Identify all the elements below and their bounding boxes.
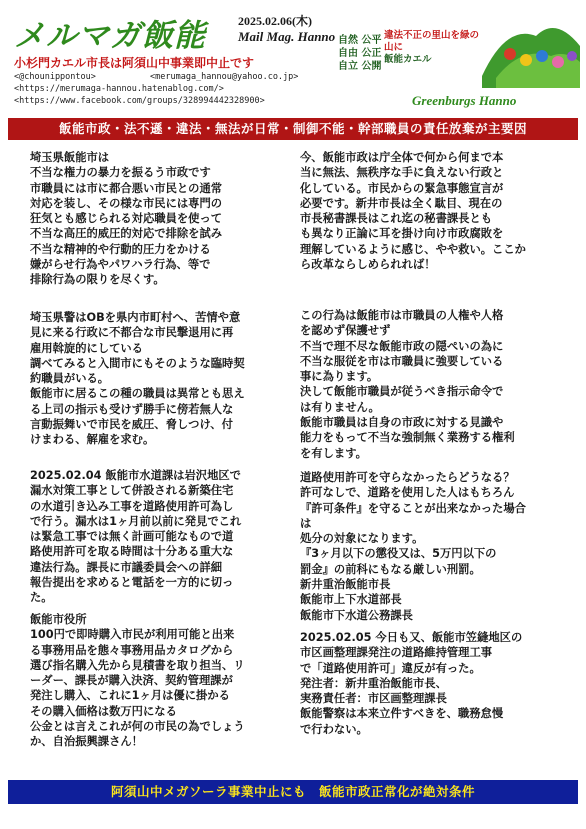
issue-date: 2025.02.06(木) <box>238 14 312 28</box>
email-address[interactable]: <merumaga_hannou@yahoo.co.jp> <box>150 72 299 82</box>
frog-icon <box>567 51 577 61</box>
article-block: 2025.02.05 今日も又、飯能市笠縫地区の 市区画整理課発注の道路維持管理工事 で「道路使用許可」違反が有った。 発注者：新井重治飯能市長、 実務責任者：市区画整理課長 飯能警察は本来立件すべきを、職務怠慢 で行わない。 <box>300 631 523 736</box>
logo-slogan <box>384 30 480 66</box>
frog-icon <box>552 56 564 68</box>
mailmag-label: Mail Mag. Hanno <box>238 29 336 44</box>
newsletter-title: メルマガ飯能 <box>14 18 206 54</box>
footer-banner: 阿須山中メガソーラ事業中止にも 飯能市政正常化が絶対条件 <box>8 780 578 804</box>
frog-icon <box>536 50 548 62</box>
twitter-handle[interactable]: <@chounippontou> <box>14 72 96 82</box>
article-block: 埼玉県警はOBを県内市町村へ、苦情や意 見に来る行政に不都合な市民撃退用に再 雇用斡旋的にしている 調べてみると入間市にもそのような臨時契 約職員がいる。 飯能市に居るこの種の職員は異常とも思え る上司の指示も受けず勝手に傍若無人な 言動振舞いで市民を威圧、脅しつけ、付 けまわる、解雇を求む。 <box>30 311 245 447</box>
header-subtitle: 小杉門カエル市長は阿須山中事業即中止です <box>14 56 255 70</box>
frog-icon <box>520 54 532 66</box>
motto-list <box>338 34 384 73</box>
slogan-red: 違法不正の里山を緑の山に <box>384 30 480 53</box>
motto-item: 自然 公平 <box>338 35 382 46</box>
article-block: 2025.02.04 飯能市水道課は岩沢地区で 漏水対策工事として併設される新築住宅 の水道引き込み工事を道路使用許可為し で行う。漏水は1ヶ月前以前に発見でこれ は緊急工事では無く計画可能なもので道 路使用許可を取る時間は十分ある重大な 違法行為。課長に市議委員会への詳細 報告提出を求めると電話を一方的に切っ た。 <box>30 469 242 605</box>
motto-item: 自立 公開 <box>338 61 382 72</box>
facebook-link[interactable]: <https://www.facebook.com/groups/328994442328900> <box>14 96 265 106</box>
article-block: この行為は飯能市は市職員の人権や人格 を認めず保護せず 不当で理不尽な飯能市政の隠ぺいの為に 不当な服従を市は市職員に強要している 事に為ります。 決して飯能市職員が従うべき指示命令で は有りません。 飯能市職員は自身の市政に対する見識や 能力をもって不当な強制無く業務する権利 を有します。 <box>300 309 515 460</box>
greenburgs-label: Greenburgs Hanno <box>412 93 517 108</box>
blog-link[interactable]: <https://merumaga-hannou.hatenablog.com/> <box>14 84 224 94</box>
headline-banner: 飯能市政・法不遜・違法・無法が日常・制御不能・幹部職員の責任放棄が主要因 <box>8 118 578 140</box>
article-block: 飯能市役所 100円で即時購入市民が利用可能と出来 る事務用品を態々事務用品カタログから 選び指名購入先から見積書を取り担当、リ ーダー、課長が購入決済、契約管理課が 発注し購入、これに1ヶ月は優に掛かる その購入価格は数万円になる 公金とは言えこれが何の市民の為でしょう か、自治振興課さん！ <box>30 613 245 749</box>
article-block: 埼玉県飯能市は 不当な権力の暴力を振るう市政です 市職員には市に都合悪い市民との通常 対応を装し、その様な市民には専門の 狂気とも感じられる対応職員を使って 不当な高圧的威圧的対応で排除を試み 不当な精神的や行動的圧力をかける 嫌がらせ行為やパワハラ行為、等で 排除行為の限りを尽くす。 <box>30 151 223 287</box>
header <box>0 0 586 118</box>
article-block: 今、飯能市政は庁全体で何から何まで本 当に無法、無秩序な手に負えない行政と 化している。市民からの緊急事態宣言が 必要です。新井市長は全く駄目、現在の 市長秘書課長はこれ迄の秘書課長とも も異なり正論に耳を掛け向け市政腐敗を 理解しているように感じ、やや救い。ここか ら改革ならしめられれば！ <box>300 151 526 272</box>
frog-icon <box>504 48 516 60</box>
article-block: 道路使用許可を守らなかったらどうなる？ 許可なしで、道路を使用した人はもちろん 『許可条件』を守ることが出来なかった場合 は 処分の対象になります。 『3ヶ月以下の懲役又は、5万円以下の 罰金』の前科にもなる厳しい刑罰。 新井重治飯能市長 飯能市上下水道部長 飯能市下水道公務課長 <box>300 471 526 622</box>
motto-item: 自由 公正 <box>338 48 382 59</box>
slogan-green: 飯能カエル <box>384 54 432 65</box>
